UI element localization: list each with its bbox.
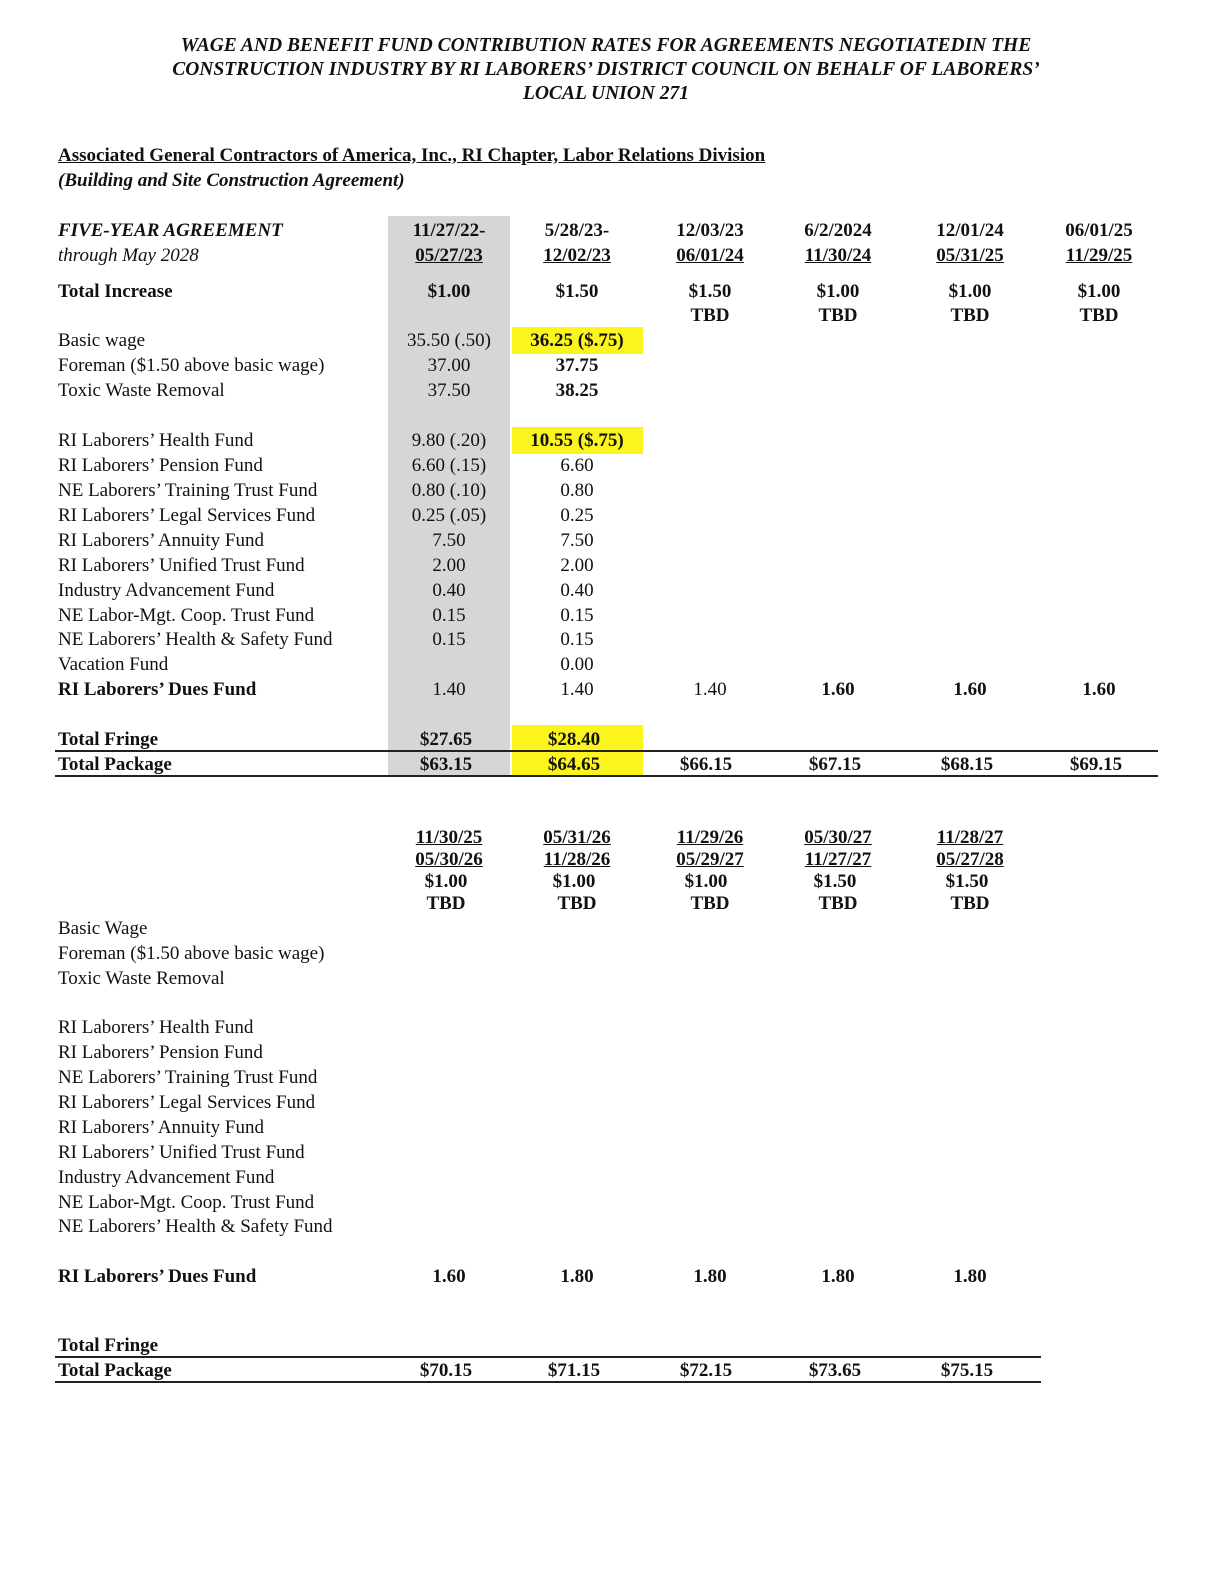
agreement-type: (Building and Site Construction Agreement)	[58, 170, 405, 191]
dues-value: 1.60	[821, 679, 855, 700]
period-end: 12/02/23	[543, 245, 611, 266]
total-package-value: $72.15	[679, 1360, 733, 1381]
fund-row-label: Vacation Fund	[58, 654, 169, 675]
period-start: 05/30/27	[804, 827, 872, 848]
fund-row-label: NE Laborers’ Health & Safety Fund	[58, 629, 333, 650]
period-increase: $1.50	[688, 281, 732, 302]
fund-value: 0.15	[560, 605, 594, 626]
dues-value: 1.80	[953, 1266, 987, 1287]
total-package-value: $69.15	[1069, 754, 1123, 775]
total-package-label: Total Package	[58, 1360, 172, 1381]
dues-value: 1.40	[693, 679, 727, 700]
fund-row-label: RI Laborers’ Unified Trust Fund	[58, 555, 305, 576]
period-increase: $1.50	[813, 871, 857, 892]
totals-bottom-rule	[55, 775, 1158, 777]
dues-value: 1.80	[821, 1266, 855, 1287]
dues-fund-label: RI Laborers’ Dues Fund	[58, 1266, 257, 1287]
period-start: 12/01/24	[936, 220, 1004, 241]
wage-value: 37.75	[555, 355, 599, 376]
period-status: TBD	[557, 893, 597, 914]
total-package-value: $75.15	[940, 1360, 994, 1381]
period-start: 12/03/23	[676, 220, 744, 241]
dues-value: 1.40	[560, 679, 594, 700]
fund-value: 0.25	[560, 505, 594, 526]
period-start: 11/29/26	[676, 827, 744, 848]
fund-row-label: RI Laborers’ Health Fund	[58, 1017, 254, 1038]
period-status: TBD	[1079, 305, 1119, 326]
fund-value: 0.80	[560, 480, 594, 501]
fund-row-label: NE Labor-Mgt. Coop. Trust Fund	[58, 1192, 315, 1213]
period-start: 11/28/27	[936, 827, 1004, 848]
document-title	[60, 34, 1152, 106]
dues-value: 1.60	[432, 1266, 466, 1287]
fund-value: 0.15	[432, 629, 466, 650]
wage-value: 35.50 (.50)	[407, 330, 491, 351]
title-line-3: LOCAL UNION 271	[522, 83, 690, 104]
period-increase: $1.00	[1077, 281, 1121, 302]
wage-row-label: Foreman ($1.50 above basic wage)	[58, 943, 325, 964]
fund-row-label: NE Laborers’ Health & Safety Fund	[58, 1216, 333, 1237]
period-end: 11/30/24	[804, 245, 872, 266]
fund-value: 10.55 ($.75)	[530, 430, 624, 451]
period-increase: $1.00	[427, 281, 471, 302]
fund-value: 7.50	[560, 530, 594, 551]
wage-row-label: Toxic Waste Removal	[58, 380, 225, 401]
title-line-2: CONSTRUCTION INDUSTRY BY RI LABORERS’ DISTRICT COUNCIL ON BEHALF OF LABORERS’	[172, 59, 1040, 80]
agreement-subheading: through May 2028	[58, 245, 199, 266]
fund-row-label: Industry Advancement Fund	[58, 580, 275, 601]
period-end: 05/27/23	[415, 245, 483, 266]
fund-value: 0.25 (.05)	[411, 505, 487, 526]
fund-row-label: RI Laborers’ Unified Trust Fund	[58, 1142, 305, 1163]
period-end: 06/01/24	[676, 245, 744, 266]
total-fringe-label: Total Fringe	[58, 729, 159, 750]
period-end: 05/27/28	[936, 849, 1004, 870]
dues-value: 1.40	[432, 679, 466, 700]
period-start: 05/31/26	[543, 827, 611, 848]
total-package-value: $63.15	[419, 754, 473, 775]
total-package-value: $73.65	[808, 1360, 862, 1381]
fund-row-label: RI Laborers’ Health Fund	[58, 430, 254, 451]
period-status: TBD	[426, 893, 466, 914]
dues-value: 1.80	[693, 1266, 727, 1287]
wage-value: 36.25 ($.75)	[530, 330, 624, 351]
totals-divider	[55, 750, 1158, 752]
wage-row-label: Basic Wage	[58, 918, 148, 939]
period-increase: $1.50	[945, 871, 989, 892]
title-line-1: WAGE AND BENEFIT FUND CONTRIBUTION RATES FOR AGREEMENTS NEGOTIATEDIN THE	[180, 35, 1032, 56]
totals-divider	[55, 1356, 1041, 1358]
period-end: 05/31/25	[936, 245, 1004, 266]
dues-value: 1.80	[560, 1266, 594, 1287]
period-start: 11/30/25	[415, 827, 483, 848]
fund-value: 6.60	[560, 455, 594, 476]
fund-value: 0.15	[432, 605, 466, 626]
period-increase: $1.00	[552, 871, 596, 892]
fund-row-label: Industry Advancement Fund	[58, 1167, 275, 1188]
fund-value: 2.00	[432, 555, 466, 576]
period-end: 11/29/25	[1065, 245, 1133, 266]
period-status: TBD	[818, 893, 858, 914]
fund-row-label: RI Laborers’ Annuity Fund	[58, 530, 264, 551]
period-end: 11/28/26	[543, 849, 611, 870]
fund-value: 0.80 (.10)	[411, 480, 487, 501]
total-package-value: $71.15	[547, 1360, 601, 1381]
fund-row-label: RI Laborers’ Annuity Fund	[58, 1117, 264, 1138]
total-package-value: $70.15	[419, 1360, 473, 1381]
fund-value: 7.50	[432, 530, 466, 551]
total-fringe-label: Total Fringe	[58, 1335, 159, 1356]
total-package-value: $67.15	[808, 754, 862, 775]
fund-row-label: RI Laborers’ Pension Fund	[58, 455, 263, 476]
period-increase: $1.00	[424, 871, 468, 892]
total-package-value: $64.65	[547, 754, 601, 775]
wage-value: 38.25	[555, 380, 599, 401]
period-status: TBD	[950, 893, 990, 914]
fund-value: 0.40	[560, 580, 594, 601]
fund-row-label: NE Laborers’ Training Trust Fund	[58, 1067, 318, 1088]
period-end: 11/27/27	[804, 849, 872, 870]
wage-row-label: Toxic Waste Removal	[58, 968, 225, 989]
organization-name: Associated General Contractors of America, Inc., RI Chapter, Labor Relations Division	[58, 145, 766, 166]
total-increase-label: Total Increase	[58, 281, 173, 302]
period-increase: $1.00	[684, 871, 728, 892]
total-fringe-value: $27.65	[419, 729, 473, 750]
period-increase: $1.00	[948, 281, 992, 302]
period-status: TBD	[950, 305, 990, 326]
fund-row-label: RI Laborers’ Legal Services Fund	[58, 505, 316, 526]
period-increase: $1.00	[816, 281, 860, 302]
wage-row-label: Foreman ($1.50 above basic wage)	[58, 355, 325, 376]
fund-value: 0.15	[560, 629, 594, 650]
total-fringe-value: $28.40	[547, 729, 601, 750]
dues-fund-label: RI Laborers’ Dues Fund	[58, 679, 257, 700]
fund-row-label: NE Laborers’ Training Trust Fund	[58, 480, 318, 501]
period-status: TBD	[690, 305, 730, 326]
agreement-heading: FIVE-YEAR AGREEMENT	[58, 220, 283, 241]
period-start: 06/01/25	[1065, 220, 1133, 241]
fund-value: 0.00	[560, 654, 594, 675]
fund-row-label: RI Laborers’ Pension Fund	[58, 1042, 263, 1063]
totals-bottom-rule	[55, 1381, 1041, 1383]
total-package-value: $68.15	[940, 754, 994, 775]
period-status: TBD	[818, 305, 858, 326]
dues-value: 1.60	[953, 679, 987, 700]
dues-value: 1.60	[1082, 679, 1116, 700]
period-start: 5/28/23-	[544, 220, 610, 241]
fund-value: 9.80 (.20)	[411, 430, 487, 451]
fund-row-label: RI Laborers’ Legal Services Fund	[58, 1092, 316, 1113]
wage-row-label: Basic wage	[58, 330, 146, 351]
period-status: TBD	[690, 893, 730, 914]
total-package-label: Total Package	[58, 754, 172, 775]
period-start: 6/2/2024	[804, 220, 872, 241]
period-end: 05/30/26	[415, 849, 483, 870]
total-package-value: $66.15	[679, 754, 733, 775]
fund-row-label: NE Labor-Mgt. Coop. Trust Fund	[58, 605, 315, 626]
period-end: 05/29/27	[676, 849, 744, 870]
period-start: 11/27/22-	[412, 220, 486, 241]
wage-value: 37.00	[427, 355, 471, 376]
fund-value: 6.60 (.15)	[411, 455, 487, 476]
fund-value: 0.40	[432, 580, 466, 601]
fund-value: 2.00	[560, 555, 594, 576]
period-increase: $1.50	[555, 281, 599, 302]
wage-value: 37.50	[427, 380, 471, 401]
